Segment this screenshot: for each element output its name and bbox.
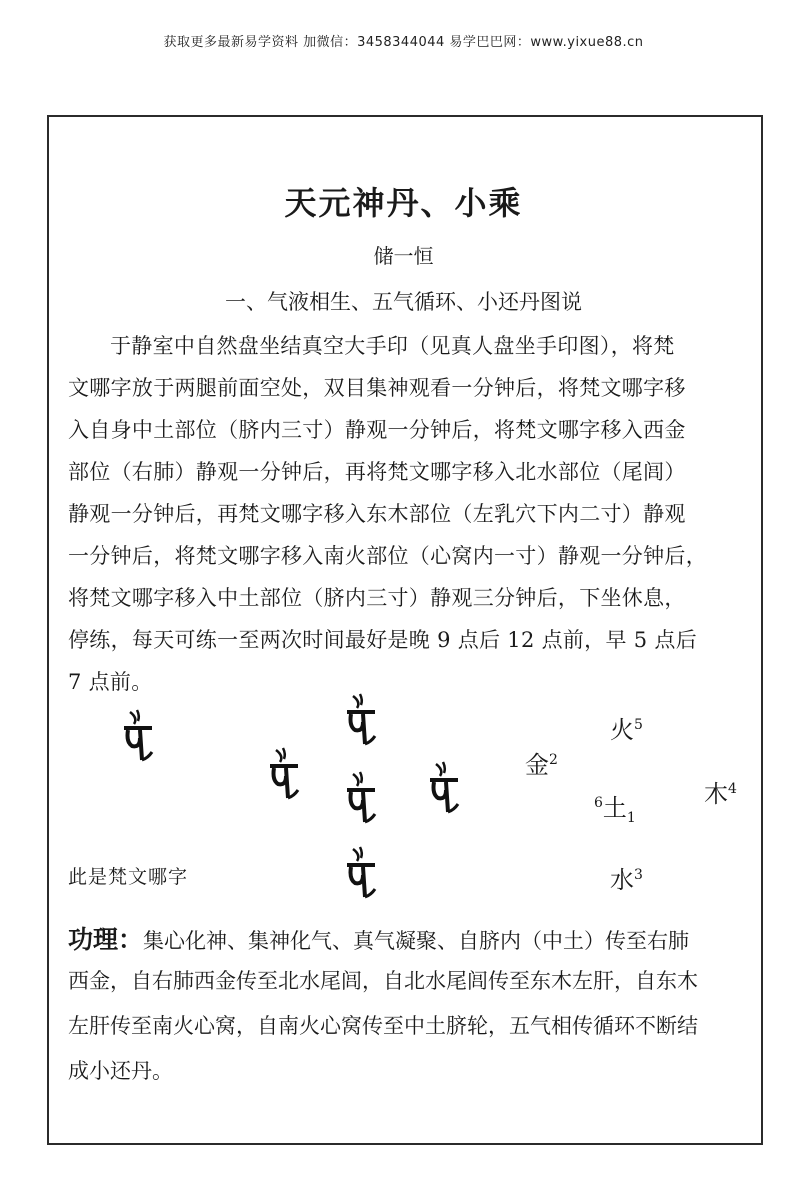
- element-earth: [594, 788, 636, 826]
- element-wood-number: 4: [728, 781, 737, 797]
- sanskrit-ram-glyph-icon: [426, 760, 462, 816]
- element-water-char: 水: [610, 866, 634, 894]
- article-title: 天元神丹、小乘: [284, 184, 523, 222]
- element-fire-number: 5: [634, 717, 643, 733]
- sanskrit-ram-glyph-icon: [120, 708, 156, 764]
- gongli-line: 成小还丹。: [68, 1059, 173, 1083]
- sanskrit-ram-glyph-icon: [343, 845, 379, 901]
- body-line: 部位（右肺）静观一分钟后，再将梵文哪字移入北水部位（尾闾）: [68, 460, 686, 484]
- element-earth-char: 土: [602, 794, 627, 822]
- element-earth-left-number: 6: [594, 795, 603, 811]
- element-fire: [610, 710, 643, 745]
- body-line: 停练，每天可练一至两次时间最好是晚 9 点后 12 点前，早 5 点后: [68, 628, 697, 652]
- gongli-line: 西金，自右肺西金传至北水尾闾，自北水尾闾传至东木左肝，自东木: [68, 969, 698, 993]
- body-line: 一分钟后，将梵文哪字移入南火部位（心窝内一寸）静观一分钟后，: [68, 544, 707, 568]
- author-name: 储一恒: [373, 244, 434, 268]
- element-fire-char: 火: [610, 716, 634, 744]
- element-wood-char: 木: [704, 780, 728, 808]
- page-header-banner: 获取更多最新易学资料 加微信：3458344044 易学巴巴网：www.yixue88.cn: [163, 35, 644, 50]
- glyph-caption: 此是梵文哪字: [68, 866, 189, 888]
- element-wood: [704, 774, 737, 809]
- element-earth-right-number: 1: [626, 809, 636, 826]
- body-line: 于静室中自然盘坐结真空大手印（见真人盘坐手印图），将梵: [110, 334, 675, 358]
- element-metal: [525, 745, 558, 780]
- body-line: 将梵文哪字移入中土部位（脐内三寸）静观三分钟后，下坐休息，: [68, 586, 686, 610]
- element-metal-number: 2: [549, 752, 558, 768]
- element-water: [610, 860, 643, 895]
- element-water-number: 3: [634, 867, 643, 883]
- gongli-line: 左肝传至南火心窝，自南火心窝传至中土脐轮，五气相传循环不断结: [68, 1014, 698, 1038]
- element-metal-char: 金: [525, 751, 549, 779]
- body-line: 7 点前。: [68, 670, 153, 694]
- section-heading: 一、气液相生、五气循环、小还丹图说: [225, 290, 582, 314]
- gongli-text: 集心化神、集神化气、真气凝聚、自脐内（中土）传至右肺: [143, 929, 690, 953]
- body-line: 文哪字放于两腿前面空处，双目集神观看一分钟后，将梵文哪字移: [68, 376, 686, 400]
- gongli-heading: 功理：: [68, 925, 144, 954]
- body-line: 静观一分钟后，再梵文哪字移入东木部位（左乳穴下内二寸）静观: [68, 502, 686, 526]
- gongli-line: [68, 920, 754, 956]
- body-line: 入自身中土部位（脐内三寸）静观一分钟后，将梵文哪字移入西金: [68, 418, 686, 442]
- sanskrit-ram-glyph-icon: [343, 692, 379, 748]
- sanskrit-ram-glyph-icon: [343, 770, 379, 826]
- sanskrit-ram-glyph-icon: [266, 746, 302, 802]
